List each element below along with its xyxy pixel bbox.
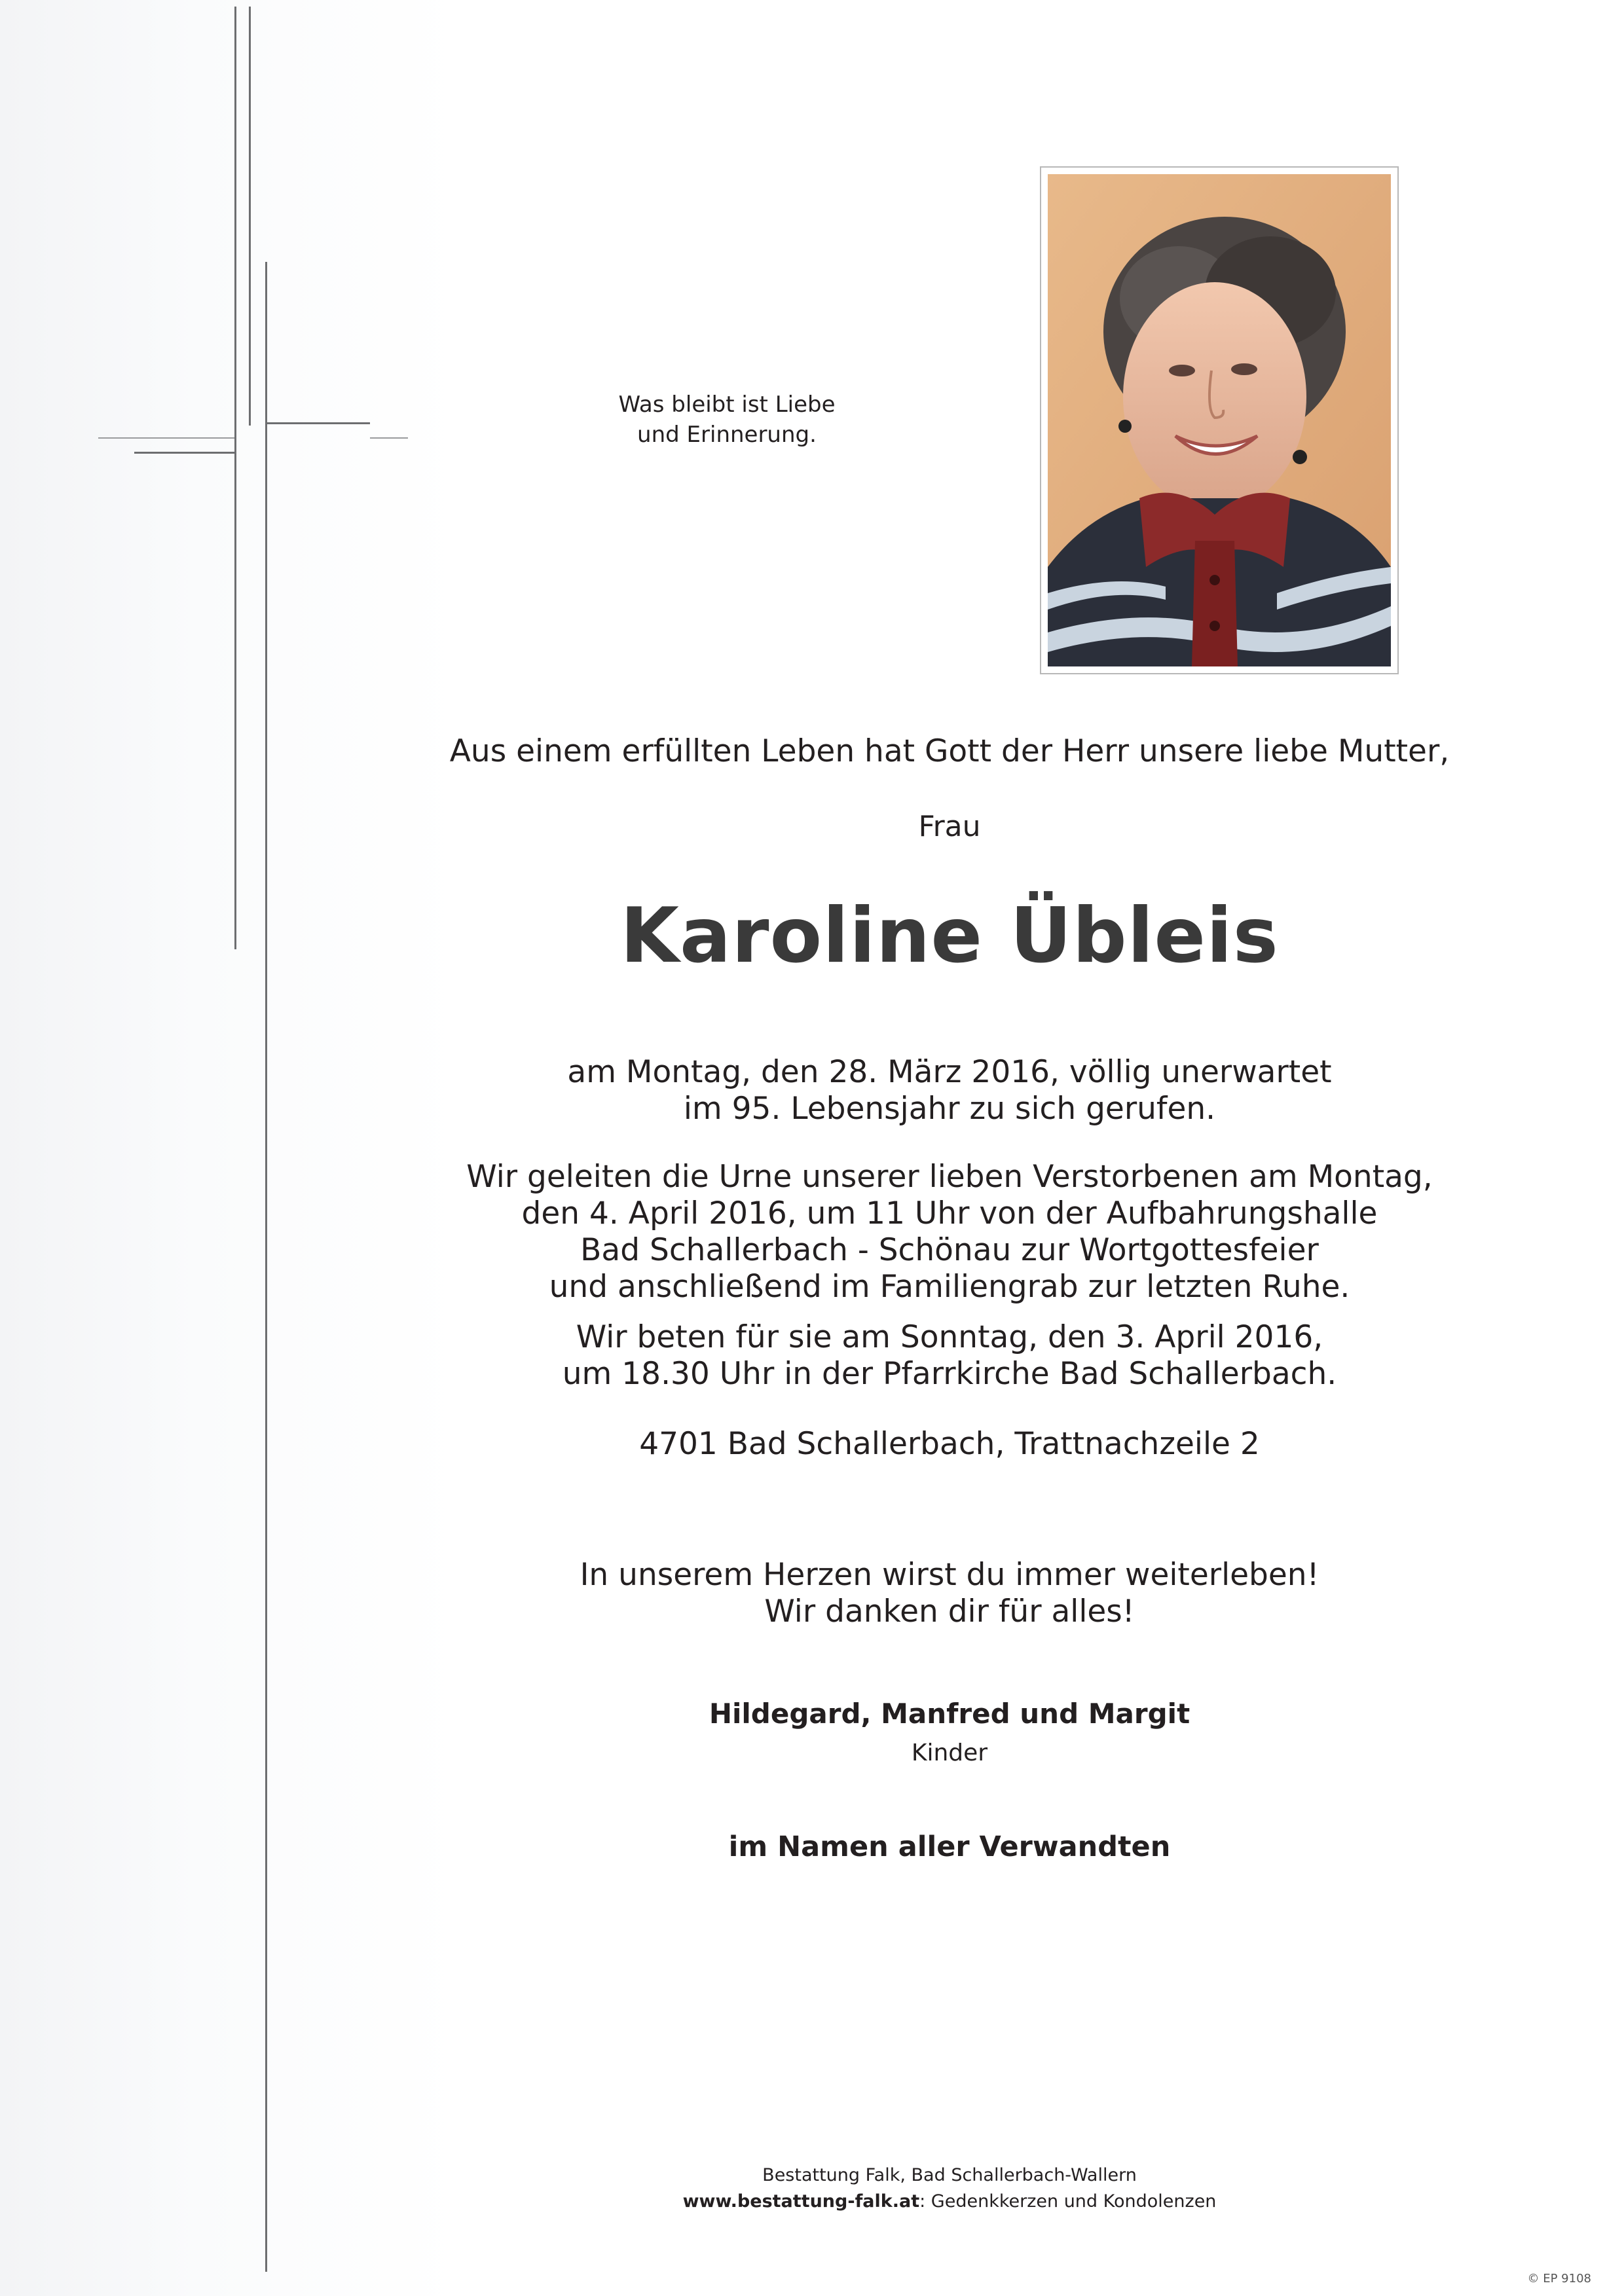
farewell-line: Wir danken dir für alles! (764, 1594, 1135, 1630)
quote-line: Was bleibt ist Liebe (618, 392, 836, 418)
funeral-line: Bad Schallerbach - Schönau zur Wortgottesfeier (580, 1232, 1319, 1268)
address: 4701 Bad Schallerbach, Trattnachzeile 2 (639, 1426, 1260, 1462)
deceased-name: Karoline Übleis (620, 892, 1279, 980)
prayer-line: Wir beten für sie am Sonntag, den 3. April 2016, (576, 1319, 1323, 1355)
funeral-details (393, 1159, 1506, 1305)
cross-horizontal-line (265, 422, 370, 424)
salutation: Frau (918, 810, 981, 843)
funeral-line: Wir geleiten die Urne unserer lieben Verstorbenen am Montag, (466, 1159, 1433, 1195)
cross-horizontal-line (370, 437, 408, 439)
mourner-relation: Kinder (911, 1740, 988, 1766)
intro-text: Aus einem erfüllten Leben hat Gott der Herr unsere liebe Mutter, (449, 733, 1450, 769)
death-line: am Montag, den 28. März 2016, völlig unerwartet (567, 1054, 1332, 1090)
website-link[interactable]: www.bestattung-falk.at (682, 2191, 920, 2212)
funeral-home-web (393, 2190, 1506, 2214)
funeral-line: und anschließend im Familiengrab zur letzten Ruhe. (549, 1269, 1350, 1305)
farewell-message (393, 1557, 1506, 1630)
funeral-line: den 4. April 2016, um 11 Uhr von der Aufbahrungshalle (521, 1195, 1378, 1231)
farewell-line: In unserem Herzen wirst du immer weiterleben! (580, 1557, 1320, 1593)
cross-vertical-line (234, 7, 236, 949)
death-notice (393, 1054, 1506, 1127)
memorial-quote (570, 390, 884, 450)
funeral-home: Bestattung Falk, Bad Schallerbach-Wallern (762, 2165, 1137, 2185)
cross-horizontal-line (98, 437, 234, 439)
portrait-image (1048, 174, 1391, 666)
cross-vertical-line (249, 7, 251, 426)
death-line: im 95. Lebensjahr zu sich gerufen. (683, 1091, 1216, 1127)
quote-line: und Erinnerung. (637, 422, 817, 448)
prayer-details (393, 1319, 1506, 1393)
website-suffix: : Gedenkkerzen und Kondolenzen (919, 2191, 1217, 2212)
portrait-photo (1040, 166, 1399, 674)
cross-vertical-line (265, 262, 267, 2272)
mourner-names: Hildegard, Manfred und Margit (709, 1698, 1190, 1730)
relatives-line: im Namen aller Verwandten (728, 1831, 1171, 1863)
cross-horizontal-line (134, 452, 234, 454)
prayer-line: um 18.30 Uhr in der Pfarrkirche Bad Schallerbach. (562, 1356, 1337, 1392)
print-code: © EP 9108 (1527, 2272, 1591, 2286)
